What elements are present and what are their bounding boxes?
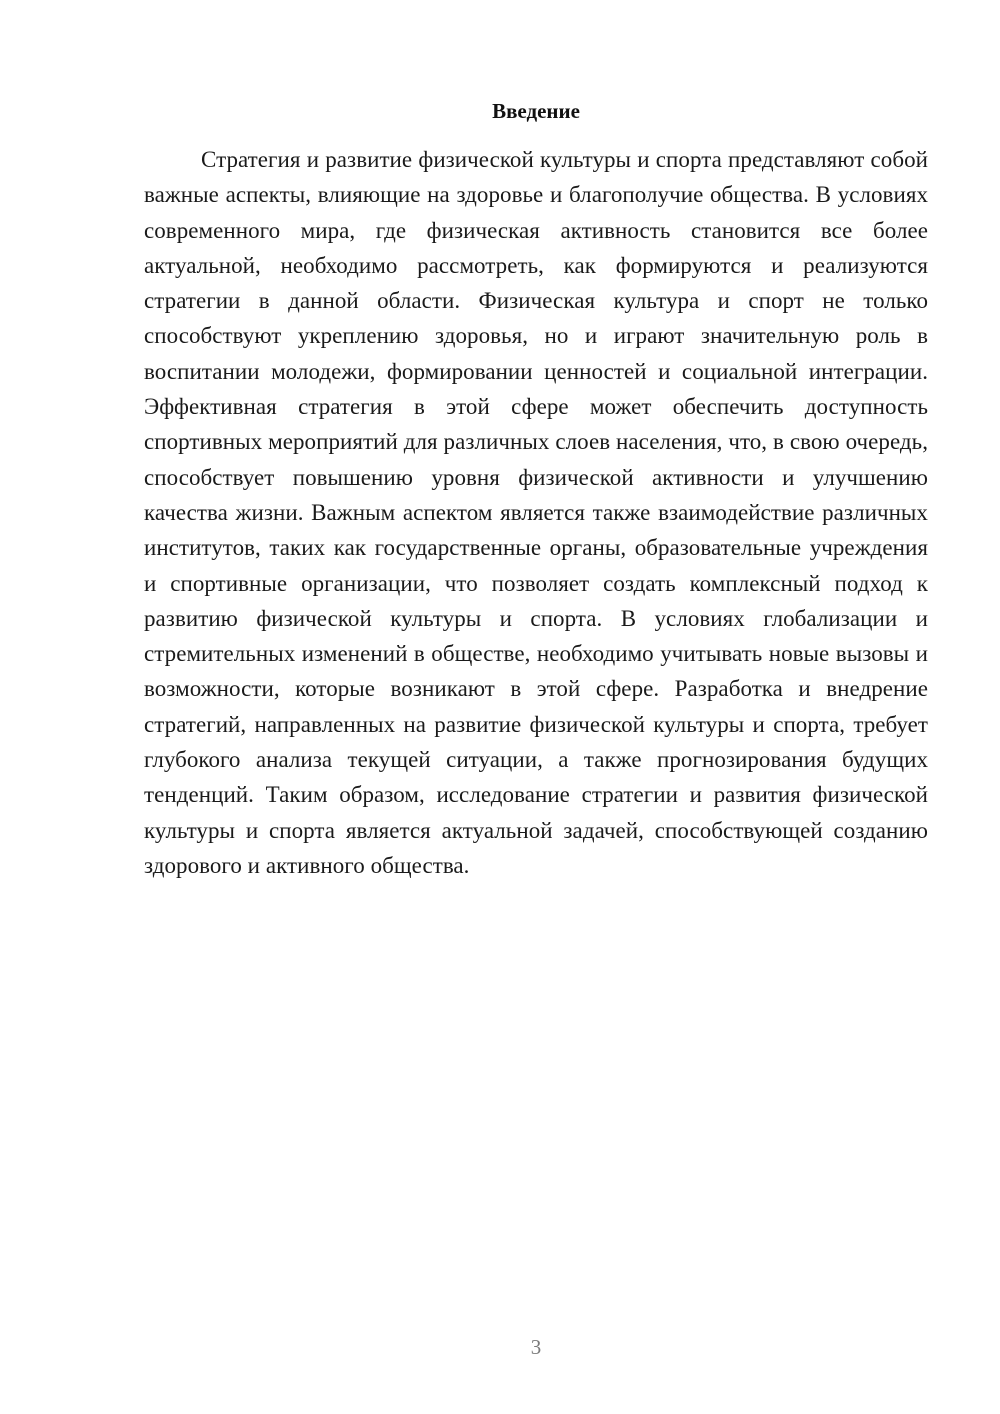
section-heading: Введение bbox=[492, 99, 580, 123]
body-paragraph: Стратегия и развитие физической культуры и спорта представляют собой важные аспекты, влияющие на здоровье и благополучие общества. В условиях современного мира, где физическая активность становится все более актуальной, необходимо рассмотреть, как формируются и реализуются стратегии в данной области. Физическая культура и спорт не только способствуют укреплению здоровья, но и играют значительную роль в воспитании молодежи, формировании ценностей и социальной интеграции. Эффективная стратегия в этой сфере может обеспечить доступность спортивных мероприятий для различных слоев населения, что, в свою очередь, способствует повышению уровня физической активности и улучшению качества жизни. Важным аспектом является также взаимодействие различных институтов, таких как государственные органы, образовательные учреждения и спортивные организации, что позволяет создать комплексный подход к развитию физической культуры и спорта. В условиях глобализации и стремительных изменений в обществе, необходимо учитывать новые вызовы и возможности, которые возникают в этой сфере. Разработка и внедрение стратегий, направленных на развитие физической культуры и спорта, требует глубокого анализа текущей ситуации, а также прогнозирования будущих тенденций. Таким образом, исследование стратегии и развития физической культуры и спорта является актуальной задачей, способствующей созданию здорового и активного общества. bbox=[144, 147, 928, 878]
page-number: 3 bbox=[530, 1335, 542, 1359]
